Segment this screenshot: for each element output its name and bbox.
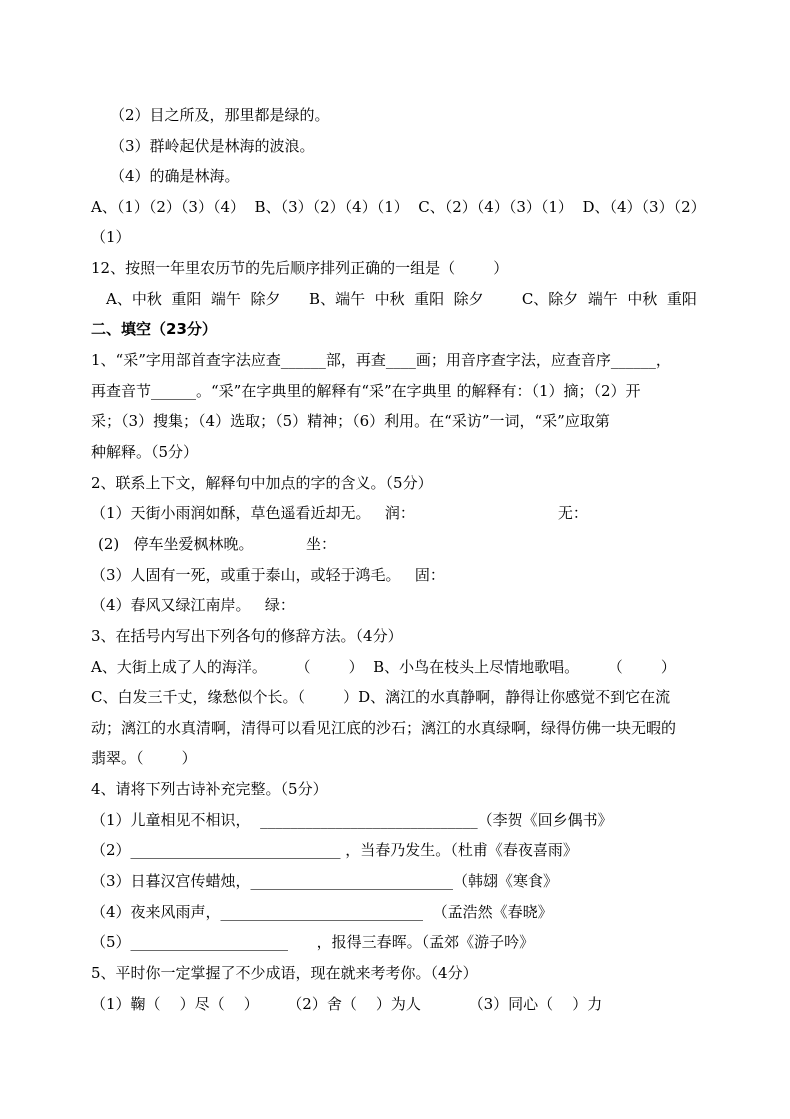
option-line-4: （4）的确是林海。 [110, 167, 240, 185]
question-12-options: A、中秋 重阳 端午 除夕 B、端午 中秋 重阳 除夕 C、除夕 端午 中秋 重阳 [106, 290, 697, 308]
fill-q1-line2: 再查音节______。“采”在字典里的解释有“采”在字典里 的解释有：（1）摘；（2）开 [91, 382, 641, 400]
fill-q2-item3: （3）人固有一死，或重于泰山，或轻于鸿毛。 固： [91, 566, 445, 584]
option-line-3: （3）群岭起伏是林海的波浪。 [110, 137, 315, 155]
fill-q2-item4: （4）春风又绿江南岸。 绿： [91, 596, 295, 614]
fill-q1-line1: 1、“采”字用部首查字法应查______部，再查____画；用音序查字法，应查音序______， [91, 351, 671, 369]
answer-choices-wrap: （1） [91, 228, 131, 246]
fill-q3: 3、在括号内写出下列各句的修辞方法。（4分） [91, 627, 403, 645]
answer-choices: A、（1）（2）（3）（4） B、（3）（2）（4）（1） C、（2）（4）（3）（1） D、（4）（3）（2） [91, 198, 706, 216]
question-12: 12、按照一年里农历节的先后顺序排列正确的一组是（ ） [91, 259, 509, 277]
fill-q2-item2: (2) 停车坐爱枫林晚。 坐： [98, 535, 337, 553]
fill-q2-item1: （1）天街小雨润如酥，草色遥看近却无。 润： 无： [91, 504, 588, 522]
fill-q4-item4: （4）夜来风雨声，___________________________ （孟浩然《春晓》 [91, 903, 553, 921]
fill-q4-item1: （1）儿童相见不相识， _____________________________（李贺《回乡偶书》 [91, 811, 613, 829]
option-line-2: （2）目之所及，那里都是绿的。 [110, 106, 330, 124]
fill-q3-d-cont: 动；漓江的水真清啊，清得可以看见江底的沙石；漓江的水真绿啊，绿得仿佛一块无暇的 [91, 719, 677, 737]
fill-q4: 4、请将下列古诗补充完整。（5分） [91, 780, 328, 798]
fill-q5-items: （1）鞠（ ）尽（ ） （2）舍（ ）为人 （3）同心（ ）力 [91, 995, 603, 1013]
fill-q1-line4: 种解释。（5分） [91, 443, 199, 461]
fill-q3-cd: C、白发三千丈，缘愁似个长。（ ）D、漓江的水真静啊，静得让你感觉不到它在流 [91, 688, 671, 706]
fill-q4-item2: （2）____________________________ ，当春乃发生。（杜甫《春夜喜雨》 [91, 841, 578, 859]
fill-q4-item5: （5）_____________________ ，报得三春晖。（孟郊《游子吟》 [91, 933, 535, 951]
section-heading-fill-blank: 二、填空（23分） [91, 320, 217, 338]
fill-q3-d-end: 翡翠。（ ） [91, 749, 197, 767]
fill-q3-ab: A、大街上成了人的海洋。 （ ） B、小鸟在枝头上尽情地歌唱。 （ ） [91, 658, 676, 676]
fill-q2: 2、联系上下文，解释句中加点的字的含义。（5分） [91, 474, 433, 492]
fill-q4-item3: （3）日暮汉宫传蜡烛，___________________________（韩翃《寒食》 [91, 872, 559, 890]
fill-q5: 5、平时你一定掌握了不少成语，现在就来考考你。（4分） [91, 964, 478, 982]
fill-q1-line3: 采；（3）搜集；（4）选取；（5）精神；（6）利用。在“采访”一词，“采”应取第 [91, 412, 610, 430]
